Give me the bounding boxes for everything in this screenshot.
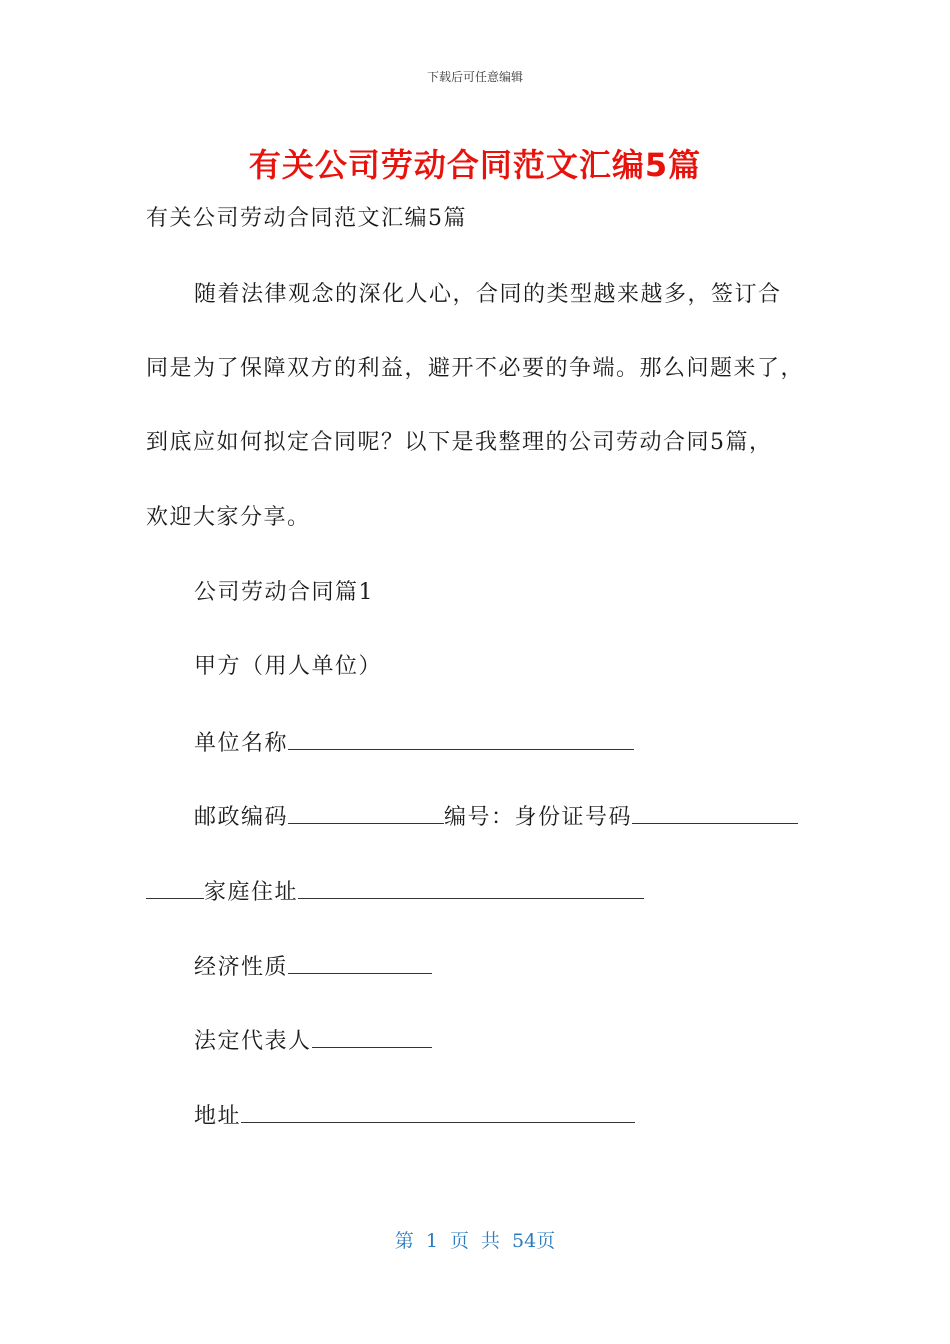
- address-field: [194, 1100, 635, 1132]
- legal-rep-blank: [312, 1025, 432, 1048]
- home-address-label: 家庭住址: [204, 880, 299, 905]
- postal-code-field: [194, 801, 798, 833]
- legal-rep-field: [194, 1025, 432, 1057]
- unit-name-label: 单位名称: [194, 731, 289, 756]
- intro-line-4: 欢迎大家分享。: [146, 505, 311, 530]
- legal-rep-label: 法定代表人: [194, 1029, 312, 1054]
- home-address-field: [146, 876, 644, 908]
- document-subtitle: 有关公司劳动合同范文汇编5篇: [146, 206, 467, 231]
- page-header: 下载后可任意编辑: [426, 70, 523, 84]
- party-a-label: 甲方（用人单位）: [194, 654, 383, 679]
- economic-nature-field: [194, 951, 432, 983]
- unit-name-blank: [288, 727, 634, 750]
- intro-line-2: 同是为了保障双方的利益，避开不必要的争端。那么问题来了，: [146, 356, 805, 381]
- intro-line-1: 随着法律观念的深化人心，合同的类型越来越多，签订合: [194, 282, 782, 307]
- id-number-blank-continued: [146, 876, 204, 899]
- id-number-blank: [632, 801, 798, 824]
- address-label: 地址: [194, 1104, 242, 1129]
- document-title: 有关公司劳动合同范文汇编5篇: [248, 146, 702, 184]
- number-id-label: 编号：身份证号码: [444, 805, 633, 830]
- postal-code-blank: [288, 801, 444, 824]
- postal-code-label: 邮政编码: [194, 805, 289, 830]
- address-blank: [241, 1100, 635, 1123]
- section-heading: 公司劳动合同篇1: [194, 580, 374, 605]
- unit-name-field: [194, 727, 634, 759]
- page-footer: 第 1 页 共 54页: [394, 1230, 556, 1252]
- economic-nature-label: 经济性质: [194, 955, 289, 980]
- economic-nature-blank: [288, 951, 432, 974]
- home-address-blank: [298, 876, 644, 899]
- intro-line-3: 到底应如何拟定合同呢？以下是我整理的公司劳动合同5篇，: [146, 430, 773, 455]
